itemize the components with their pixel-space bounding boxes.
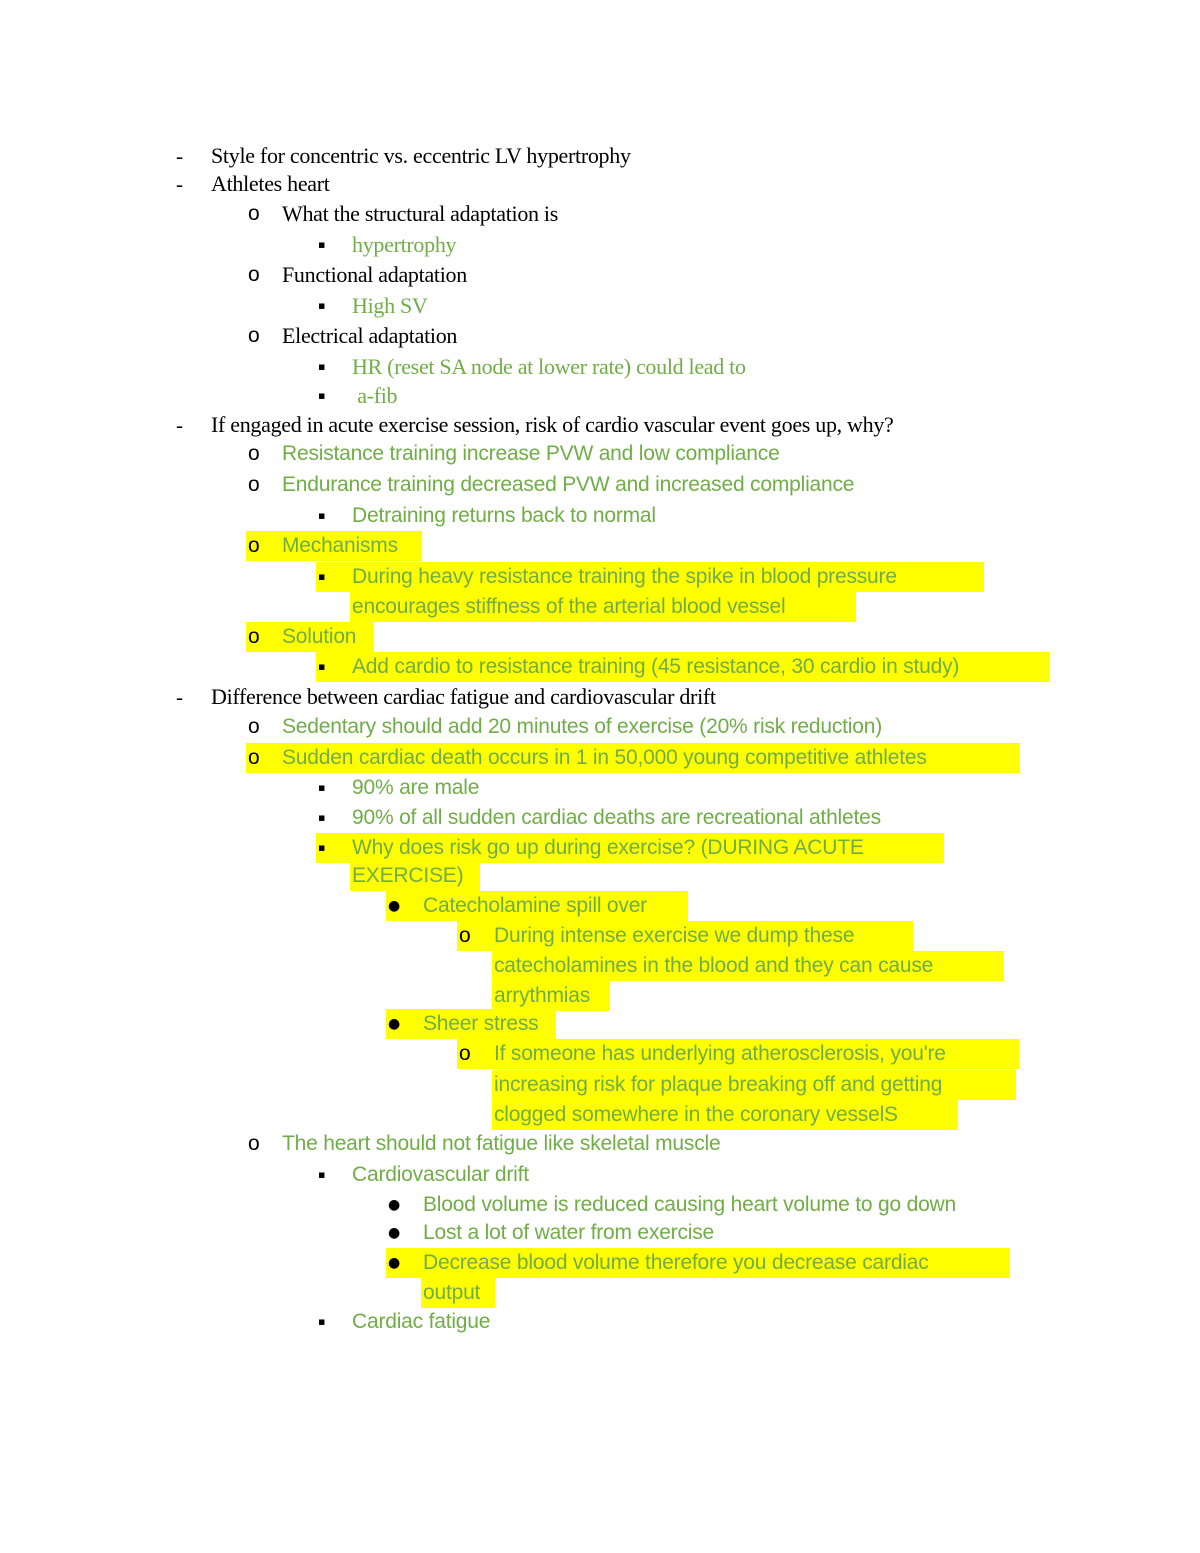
outline-item-highlighted [0,592,1200,622]
outline-text: During intense exercise we dump these [494,924,855,947]
outline-item-highlighted [0,891,1200,921]
outline-item-highlighted [0,833,1200,863]
outline-item-highlighted [0,921,1200,951]
dot-bullet: ● [388,1225,401,1241]
outline-text: clogged somewhere in the coronary vesselS [494,1103,898,1126]
dash-bullet: - [176,685,183,709]
outline-text: hypertrophy [352,232,457,257]
outline-text: Detraining returns back to normal [352,504,656,527]
circle-bullet: o [248,1132,260,1155]
outline-item [0,1190,1200,1220]
square-bullet: ▪ [318,660,326,673]
square-bullet: ▪ [318,238,326,251]
circle-bullet: o [248,534,260,557]
circle-bullet: o [248,263,260,286]
outline-text: Cardiovascular drift [352,1163,529,1186]
square-bullet: ▪ [318,389,326,402]
circle-bullet: o [248,442,260,465]
outline-item [0,1160,1200,1190]
outline-text: encourages stiffness of the arterial blood vessel [352,595,786,618]
outline-item [0,501,1200,531]
circle-bullet: o [248,324,260,347]
outline-item-highlighted [0,1100,1200,1130]
square-bullet: ▪ [318,1315,326,1328]
outline-text: If engaged in acute exercise session, risk of cardio vascular event goes up, why? [211,412,894,437]
outline-text: Lost a lot of water from exercise [423,1221,715,1244]
outline-text: Athletes heart [211,171,330,196]
outline-text: During heavy resistance training the spike in blood pressure [352,565,897,588]
outline-text: Why does risk go up during exercise? (DURING ACUTE [352,836,864,859]
square-bullet: ▪ [318,1168,326,1181]
outline-text: If someone has underlying atherosclerosis, you're [494,1042,946,1065]
outline-text: HR (reset SA node at lower rate) could lead to [352,354,746,379]
outline-text: output [423,1281,481,1304]
outline-text: Add cardio to resistance training (45 resistance, 30 cardio in study) [352,655,960,678]
outline-text: Sudden cardiac death occurs in 1 in 50,000 young competitive athletes [282,746,927,769]
outline-item-highlighted [0,951,1200,981]
outline-text: 90% of all sudden cardiac deaths are recreational athletes [352,806,881,829]
dash-bullet: - [176,413,183,437]
outline-item [0,410,1200,440]
outline-item-highlighted [0,1248,1200,1278]
outline-text: Functional adaptation [282,262,467,287]
outline-item-highlighted [0,861,1200,891]
outline-text: Endurance training decreased PVW and increased compliance [282,473,855,496]
outline-text: increasing risk for plaque breaking off and getting [494,1073,943,1096]
outline-item [0,1307,1200,1337]
outline-text: Style for concentric vs. eccentric LV hypertrophy [211,143,631,168]
outline-text: The heart should not fatigue like skeletal muscle [282,1132,721,1155]
outline-text: What the structural adaptation is [282,201,559,226]
outline-text: Solution [282,625,357,648]
outline-text: Decrease blood volume therefore you decrease cardiac [423,1251,929,1274]
outline-item-highlighted [0,1278,1200,1308]
outline-item [0,682,1200,712]
outline-item [0,321,1200,351]
outline-text: Cardiac fatigue [352,1310,491,1333]
outline-item-highlighted [0,562,1200,592]
outline-text: Sedentary should add 20 minutes of exercise (20% risk reduction) [282,715,883,738]
square-bullet: ▪ [318,299,326,312]
circle-bullet: o [248,746,260,769]
outline-text: arrythmias [494,984,591,1007]
outline-text: Sheer stress [423,1012,539,1035]
square-bullet: ▪ [318,360,326,373]
outline-text: Catecholamine spill over [423,894,647,917]
outline-item [0,1218,1200,1248]
circle-bullet: o [248,715,260,738]
outline-item [0,199,1200,229]
dot-bullet: ● [388,1197,401,1213]
outline-item-highlighted [0,531,1200,561]
square-bullet: ▪ [318,781,326,794]
outline-item [0,1129,1200,1159]
square-bullet: ▪ [318,811,326,824]
outline-item-highlighted [0,1009,1200,1039]
outline-text: Difference between cardiac fatigue and cardiovascular drift [211,684,716,709]
outline-text: Mechanisms [282,534,398,557]
outline-item [0,141,1200,171]
dash-bullet: - [176,144,183,168]
outline-item [0,712,1200,742]
outline-item-highlighted [0,981,1200,1011]
outline-text: EXERCISE) [352,864,464,887]
circle-bullet: o [248,202,260,225]
circle-bullet: o [459,924,471,947]
outline-item [0,773,1200,803]
dot-bullet: ● [388,1016,401,1032]
outline-text: catecholamines in the blood and they can cause [494,954,934,977]
circle-bullet: o [459,1042,471,1065]
outline-item [0,439,1200,469]
square-bullet: ▪ [318,509,326,522]
circle-bullet: o [248,625,260,648]
outline-item-highlighted [0,1039,1200,1069]
outline-text: Blood volume is reduced causing heart volume to go down [423,1193,956,1216]
outline-item [0,291,1200,321]
outline-text: High SV [352,293,428,318]
outline-item [0,169,1200,199]
outline-text: Resistance training increase PVW and low compliance [282,442,780,465]
square-bullet: ▪ [318,841,326,854]
outline-item-highlighted [0,652,1200,682]
outline-item-highlighted [0,1070,1200,1100]
square-bullet: ▪ [318,570,326,583]
outline-item-highlighted [0,743,1200,773]
outline-item [0,803,1200,833]
dot-bullet: ● [388,1255,401,1271]
outline-item [0,381,1200,411]
outline-item [0,470,1200,500]
outline-text: a-fib [352,383,398,408]
dot-bullet: ● [388,898,401,914]
outline-item-highlighted [0,622,1200,652]
circle-bullet: o [248,473,260,496]
outline-text: Electrical adaptation [282,323,458,348]
outline-item [0,230,1200,260]
outline-item [0,260,1200,290]
outline-text: 90% are male [352,776,480,799]
dash-bullet: - [176,172,183,196]
outline-item [0,352,1200,382]
